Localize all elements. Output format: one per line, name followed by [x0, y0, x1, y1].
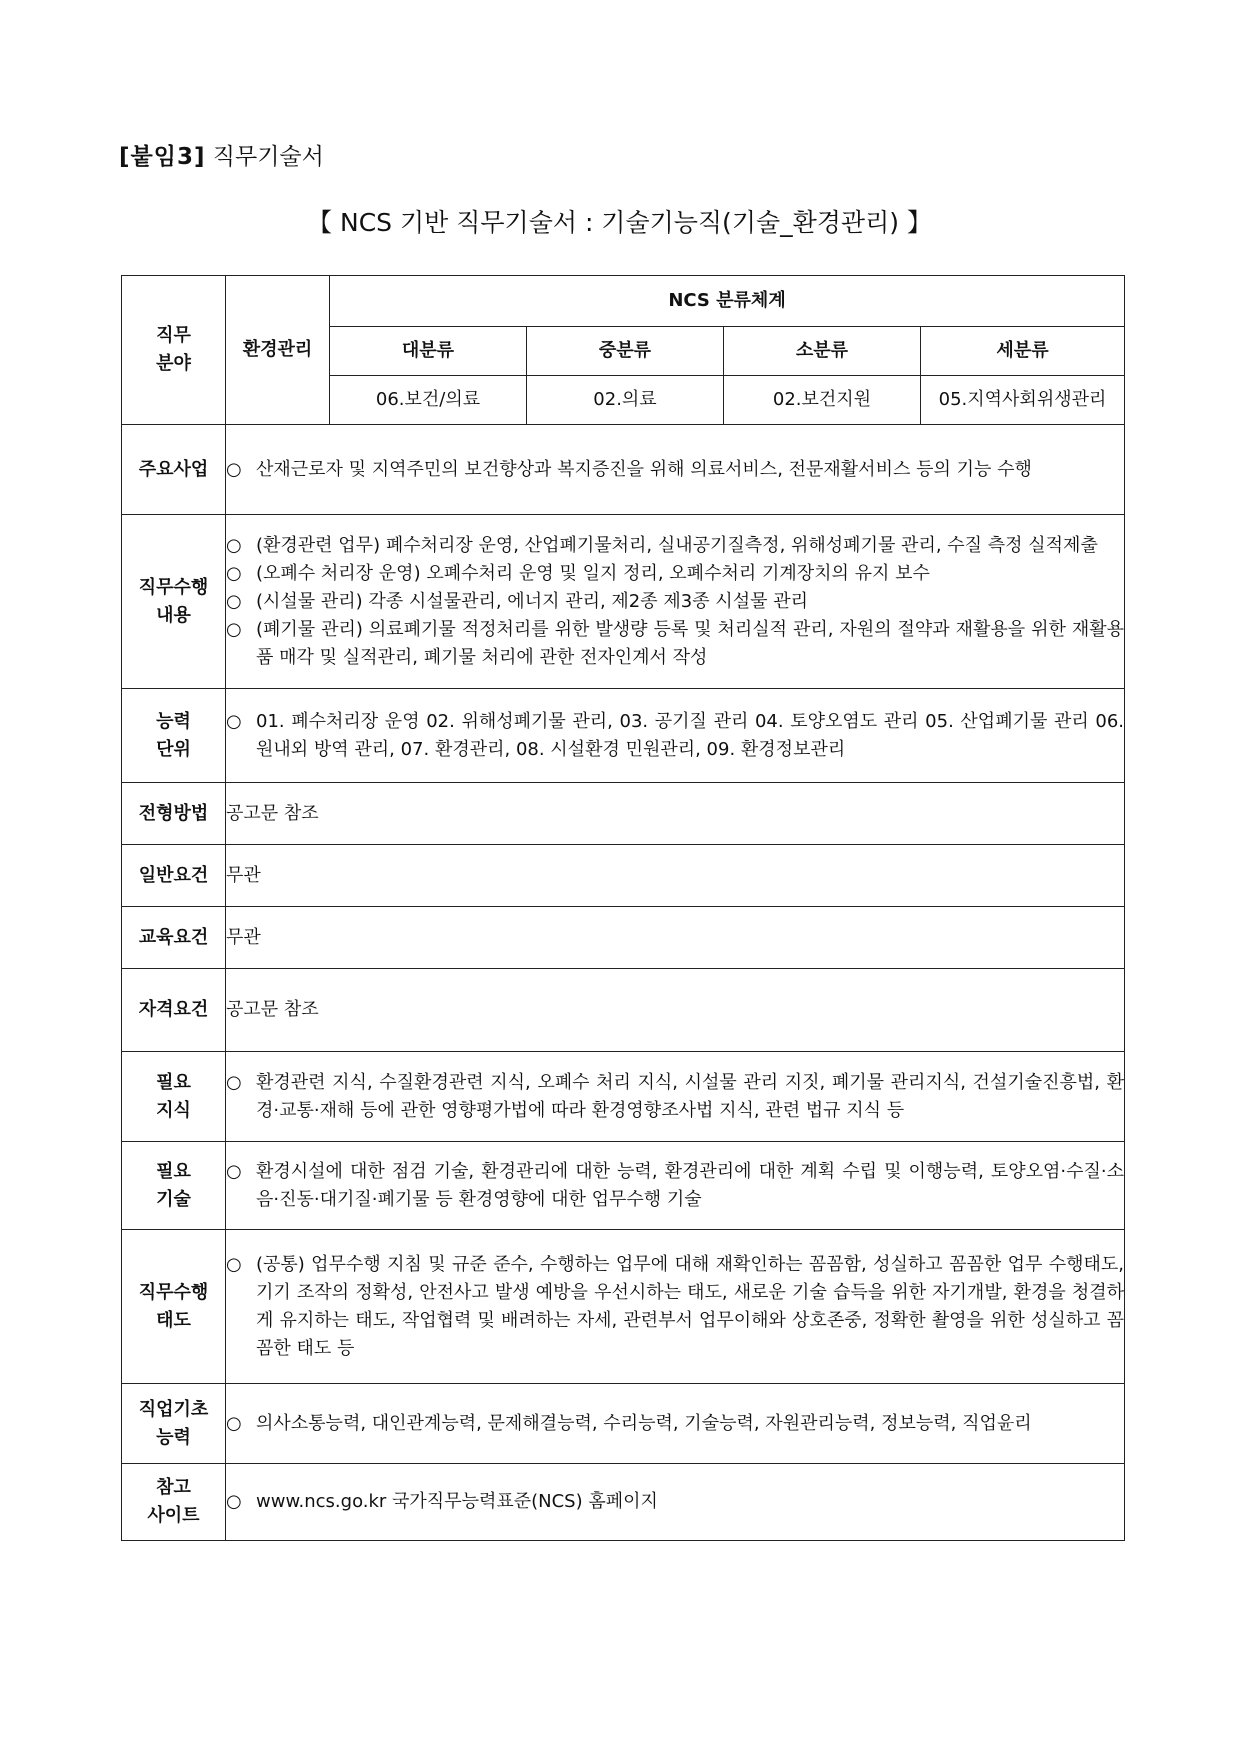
ncs-header: NCS 분류체계 [330, 276, 1125, 327]
table-row [122, 969, 1125, 1052]
list-item: ○ 의사소통능력, 대인관계능력, 문제해결능력, 수리능력, 기술능력, 자원관리능력, 정보능력, 직업윤리 [226, 1410, 1124, 1438]
table-row [122, 1464, 1125, 1541]
row-label: 직무수행 태도 [122, 1230, 226, 1384]
row-content: 공고문 참조 [226, 783, 1125, 845]
circle-bullet-icon: ○ [226, 458, 242, 480]
circle-bullet-icon: ○ [226, 1160, 242, 1182]
job-field-name: 환경관리 [242, 339, 313, 360]
row-label: 주요사업 [122, 425, 226, 515]
list-item: ○ 환경시설에 대한 점검 기술, 환경관리에 대한 능력, 환경관리에 대한 계획 수립 및 이행능력, 토양오염·수질·소음·진동·대기질·폐기물 등 환경영향에 대한 업무수행 기술 [226, 1158, 1124, 1214]
row-content [226, 1052, 1125, 1142]
row-content [226, 425, 1125, 515]
document-title: 【 NCS 기반 직무기술서 : 기술기능직(기술_환경관리) 】 [307, 208, 932, 237]
table-row [122, 1230, 1125, 1384]
table-row [122, 845, 1125, 907]
list-item: ○ 01. 폐수처리장 운영 02. 위해성폐기물 관리, 03. 공기질 관리 04. 토양오염도 관리 05. 산업폐기물 관리 06. 원내외 방역 관리, 07. 환경관리, 08. 시설환경 민원관리, 09. 환경정보관리 [226, 708, 1124, 764]
attachment-heading [119, 142, 324, 172]
row-label: 직무수행 내용 [122, 515, 226, 689]
major-category-header: 대분류 [330, 327, 527, 376]
row-content [226, 1142, 1125, 1230]
table-row [122, 1142, 1125, 1230]
row-label: 필요 기술 [122, 1142, 226, 1230]
minor-category-header: 소분류 [724, 327, 921, 376]
middle-category-value: 02.의료 [527, 376, 724, 425]
row-content: 무관 [226, 845, 1125, 907]
table-row [122, 425, 1125, 515]
table-row [122, 689, 1125, 783]
circle-bullet-icon: ○ [226, 1412, 242, 1434]
list-item: ○ (환경관련 업무) 폐수처리장 운영, 산업폐기물처리, 실내공기질측정, 위해성폐기물 관리, 수질 측정 실적제출 [226, 532, 1124, 560]
job-description-table [121, 275, 1125, 1541]
row-content [226, 1230, 1125, 1384]
row-content [226, 515, 1125, 689]
middle-category-header: 중분류 [527, 327, 724, 376]
list-item: ○ (시설물 관리) 각종 시설물관리, 에너지 관리, 제2종 제3종 시설물 관리 [226, 588, 1124, 616]
row-label: 교육요건 [122, 907, 226, 969]
minor-category-value: 02.보건지원 [724, 376, 921, 425]
major-category-value: 06.보건/의료 [330, 376, 527, 425]
row-content: 공고문 참조 [226, 969, 1125, 1052]
circle-bullet-icon: ○ [226, 1071, 242, 1093]
circle-bullet-icon: ○ [226, 534, 242, 556]
row-label: 참고 사이트 [122, 1464, 226, 1541]
table-row [122, 515, 1125, 689]
list-item: ○ (공통) 업무수행 지침 및 규준 준수, 수행하는 업무에 대해 재확인하는 꼼꼼함, 성실하고 꼼꼼한 업무 수행태도, 기기 조작의 정확성, 안전사고 발생 예방을 우선시하는 태도, 새로운 기술 습득을 위한 자기개발, 환경을 청결하게 유지하는 태도, 작업협력 및 배려하는 자세, 관련부서 업무이해와 상호존중, 정확한 촬영을 위한 성실하고 꼼꼼한 태도 등 [226, 1251, 1124, 1363]
table-row [122, 1052, 1125, 1142]
row-content [226, 1464, 1125, 1541]
sub-category-header: 세분류 [921, 327, 1125, 376]
sub-category-value: 05.지역사회위생관리 [921, 376, 1125, 425]
row-content: 무관 [226, 907, 1125, 969]
table-row [122, 907, 1125, 969]
circle-bullet-icon: ○ [226, 1491, 242, 1512]
row-label: 자격요건 [122, 969, 226, 1052]
row-label: 전형방법 [122, 783, 226, 845]
list-item: ○ (오폐수 처리장 운영) 오폐수처리 운영 및 일지 정리, 오폐수처리 기계장치의 유지 보수 [226, 560, 1124, 588]
list-item: ○ 산재근로자 및 지역주민의 보건향상과 복지증진을 위해 의료서비스, 전문재활서비스 등의 기능 수행 [226, 456, 1124, 484]
job-field-name-cell [226, 276, 330, 425]
row-content [226, 689, 1125, 783]
circle-bullet-icon: ○ [226, 710, 242, 732]
job-field-label: 직무 분야 [156, 325, 191, 374]
attachment-label: [붙임3] [119, 144, 206, 170]
table-row [122, 783, 1125, 845]
job-field-label-cell [122, 276, 226, 425]
row-content [226, 1384, 1125, 1464]
attachment-title: 직무기술서 [212, 144, 324, 170]
row-label: 능력 단위 [122, 689, 226, 783]
row-label: 필요 지식 [122, 1052, 226, 1142]
reference-site-link[interactable]: ○ www.ncs.go.kr 국가직무능력표준(NCS) 홈페이지 [226, 1488, 1124, 1516]
circle-bullet-icon: ○ [226, 590, 242, 612]
list-item: ○ (폐기물 관리) 의료폐기물 적정처리를 위한 발생량 등록 및 처리실적 관리, 자원의 절약과 재활용을 위한 재활용품 매각 및 실적관리, 폐기물 처리에 관한 전자인계서 작성 [226, 616, 1124, 672]
table-row [122, 1384, 1125, 1464]
list-item: ○ 환경관련 지식, 수질환경관련 지식, 오폐수 처리 지식, 시설물 관리 지짓, 폐기물 관리지식, 건설기술진흥법, 환경·교통·재해 등에 관한 영향평가법에 따라 환경영향조사법 지식, 관련 법규 지식 등 [226, 1069, 1124, 1125]
row-label: 직업기초 능력 [122, 1384, 226, 1464]
circle-bullet-icon: ○ [226, 1253, 242, 1275]
circle-bullet-icon: ○ [226, 618, 242, 640]
row-label: 일반요건 [122, 845, 226, 907]
circle-bullet-icon: ○ [226, 562, 242, 584]
